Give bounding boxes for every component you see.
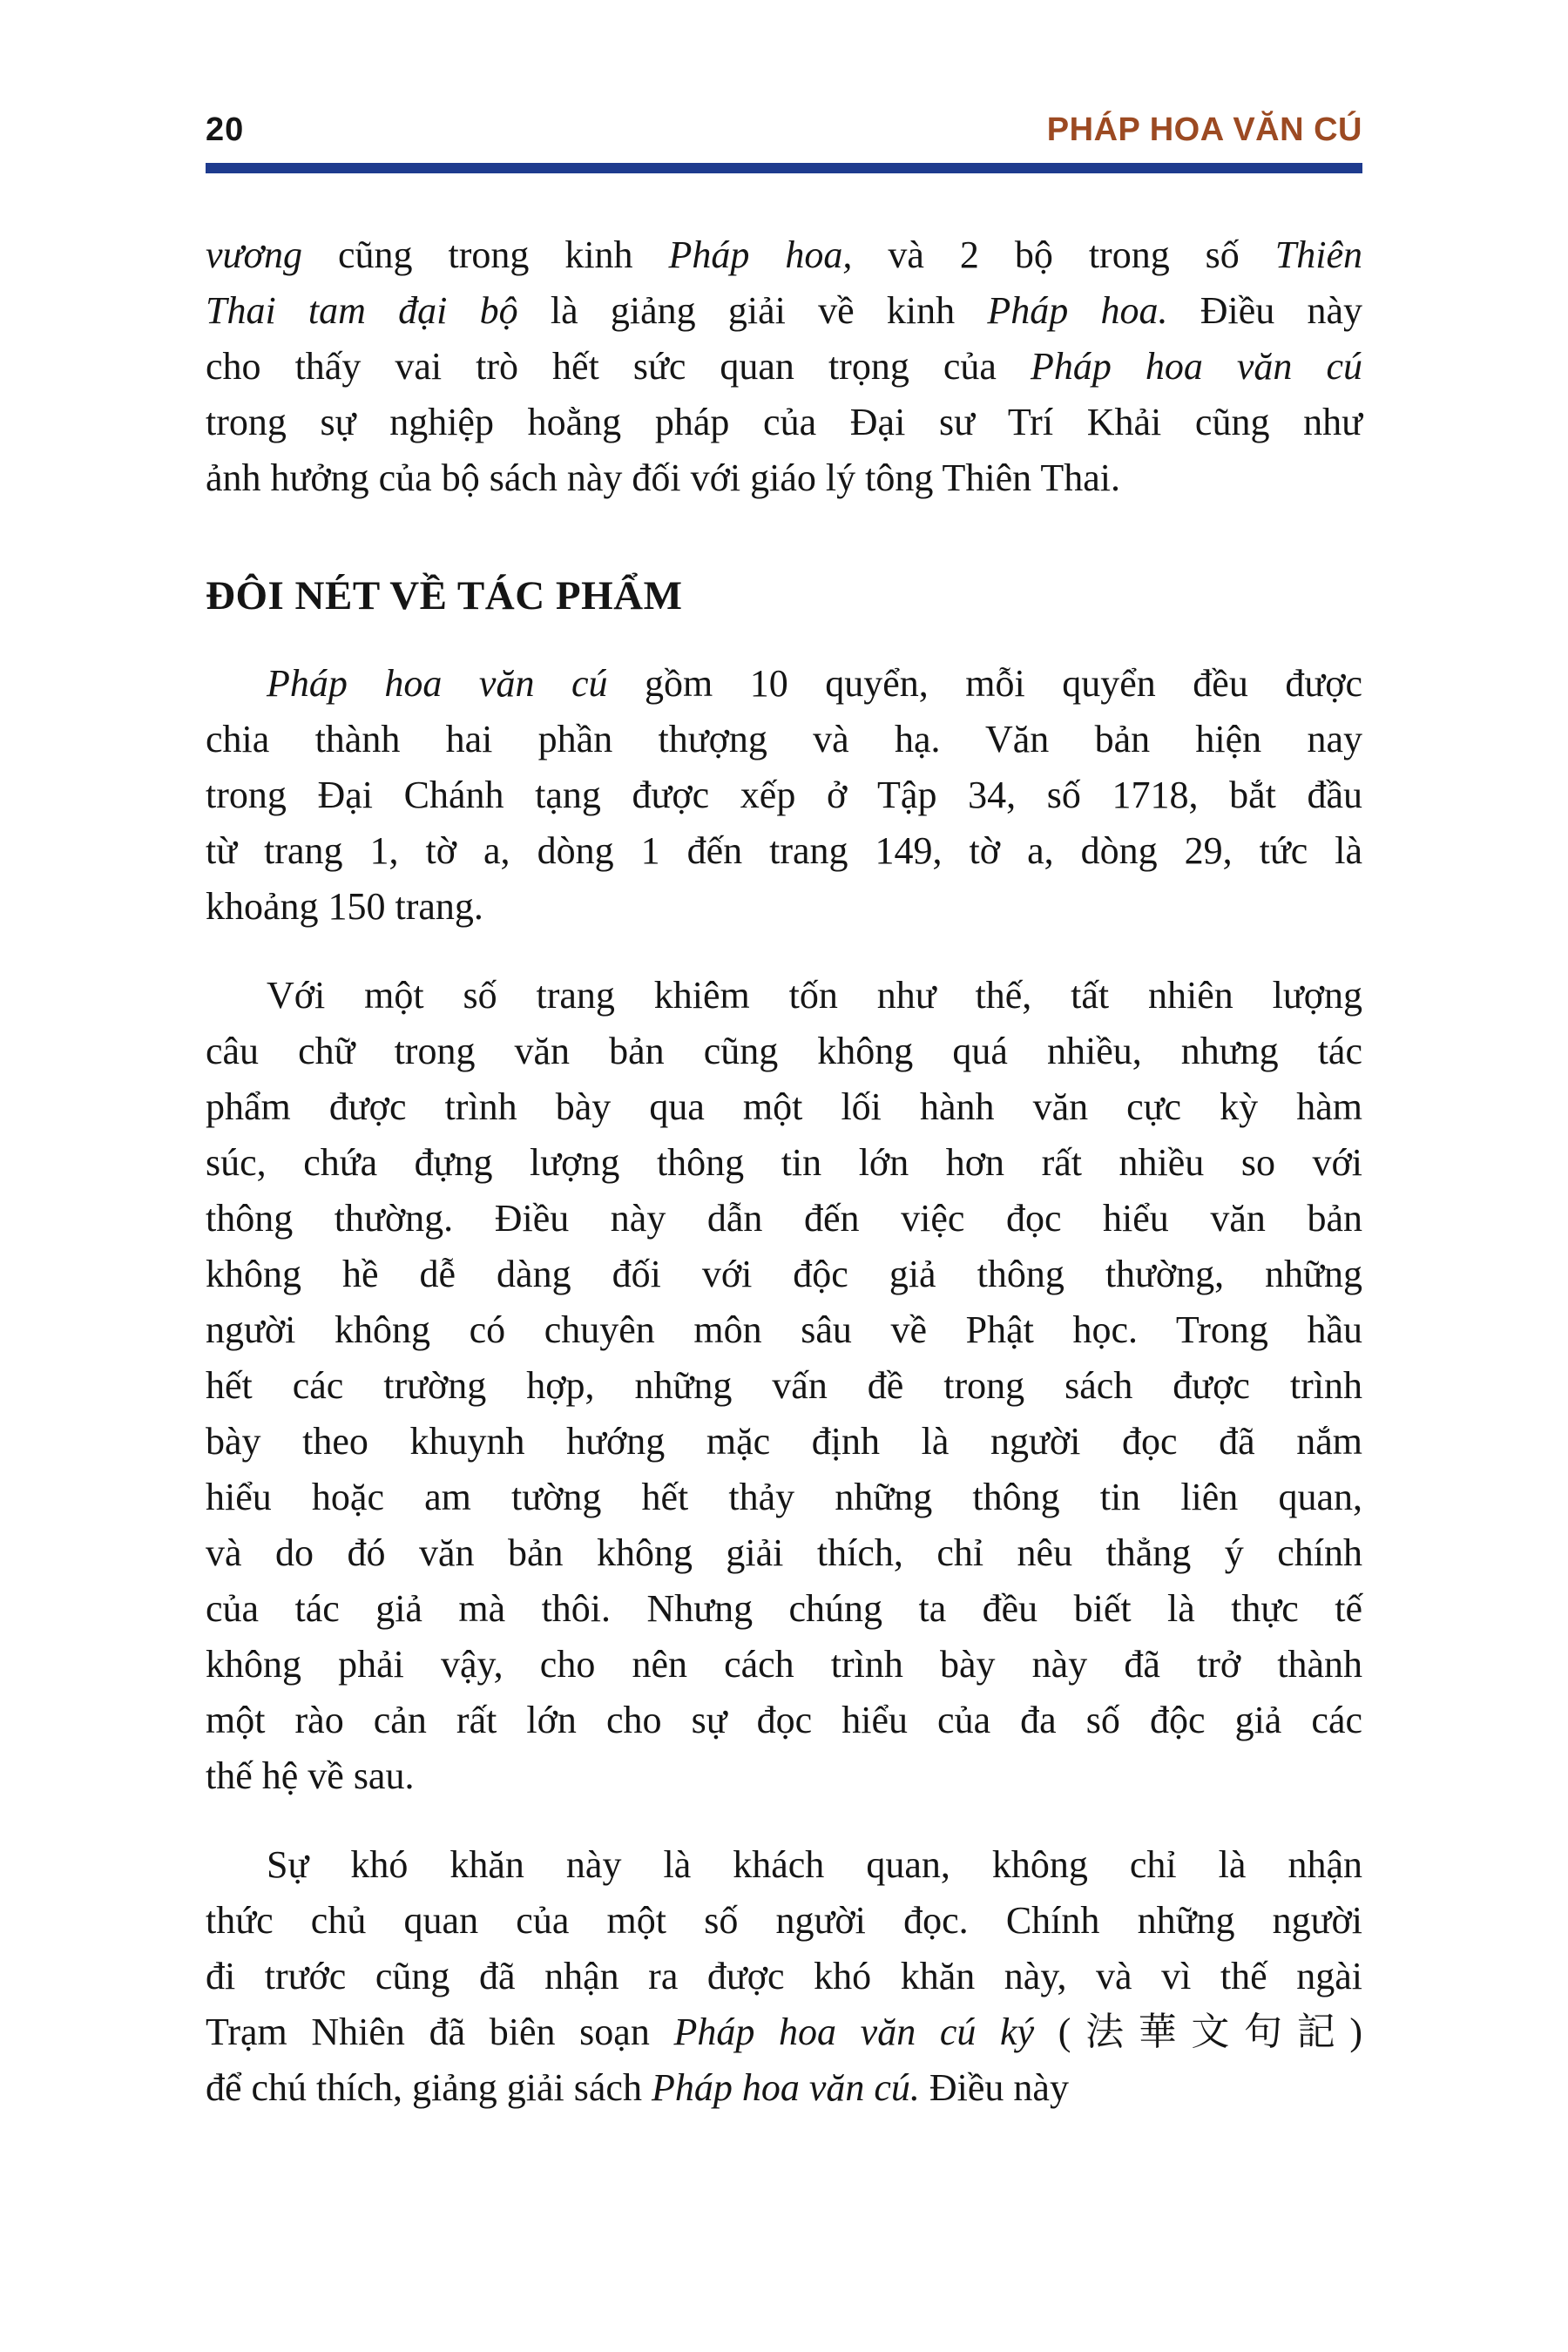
text-line xyxy=(206,1525,1362,1581)
italic-text-run: Thiên xyxy=(1274,233,1362,276)
italic-text-run: Pháp hoa văn cú ký xyxy=(673,2011,1035,2054)
text-run: hiểu hoặc am tường hết thảy những thông tin liên quan, xyxy=(206,1476,1362,1519)
text-line xyxy=(206,1581,1362,1637)
text-run: một rào cản rất lớn cho sự đọc hiểu của đa số độc giả các xyxy=(206,1699,1362,1742)
text-line xyxy=(206,1748,1362,1804)
text-run: trong sự nghiệp hoằng pháp của Đại sư Trí Khải cũng như xyxy=(206,401,1362,443)
text-line xyxy=(206,1135,1362,1191)
text-line xyxy=(206,1949,1362,2004)
text-run: thế hệ về sau. xyxy=(206,1754,415,1798)
text-run: Điều này xyxy=(1167,289,1362,332)
text-run: là giảng giải về kinh xyxy=(517,289,988,332)
text-run: (法華文句記) xyxy=(1034,2011,1363,2054)
text-line xyxy=(206,227,1362,283)
text-run: người không có chuyên môn sâu về Phật học. Trong hầu xyxy=(206,1308,1362,1352)
paragraph xyxy=(206,1837,1362,2116)
text-line xyxy=(206,1191,1362,1247)
italic-text-run: Pháp hoa văn cú xyxy=(267,662,608,706)
text-run: bày theo khuynh hướng mặc định là người đọc đã nắm xyxy=(206,1420,1362,1463)
text-run: câu chữ trong văn bản cũng không quá nhiều, nhưng tác xyxy=(206,1030,1362,1073)
italic-text-run: Pháp hoa. xyxy=(987,289,1168,332)
text-line xyxy=(206,823,1362,879)
text-line xyxy=(206,1893,1362,1949)
text-run: thức chủ quan của một số người đọc. Chính những người xyxy=(206,1899,1362,1943)
text-run: đi trước cũng đã nhận ra được khó khăn này, và vì thế ngài xyxy=(206,1955,1362,1998)
paragraph xyxy=(206,968,1362,1804)
text-line xyxy=(206,1302,1362,1358)
text-run: trong Đại Chánh tạng được xếp ở Tập 34, số 1718, bắt đầu xyxy=(206,774,1362,817)
text-run: súc, chứa đựng lượng thông tin lớn hơn rất nhiều so với xyxy=(206,1141,1362,1185)
text-line xyxy=(206,1358,1362,1414)
running-title: PHÁP HOA VĂN CÚ xyxy=(1046,112,1362,148)
text-run: khoảng 150 trang. xyxy=(206,885,483,929)
text-run: Với một số trang khiêm tốn như thế, tất nhiên lượng xyxy=(267,974,1362,1017)
text-line xyxy=(206,1079,1362,1135)
text-run: gồm 10 quyển, mỗi quyển đều được xyxy=(607,662,1362,706)
text-line xyxy=(206,395,1362,450)
page-header xyxy=(206,0,1362,149)
italic-text-run: vương xyxy=(206,233,303,276)
text-run: Điều này xyxy=(919,2066,1069,2110)
text-line xyxy=(206,2004,1362,2060)
section-heading: ĐÔI NÉT VỀ TÁC PHẨM xyxy=(206,573,683,618)
text-line xyxy=(206,656,1362,712)
italic-text-run: Pháp hoa, xyxy=(668,233,853,276)
text-run: không phải vậy, cho nên cách trình bày này đã trở thành xyxy=(206,1643,1362,1686)
text-line xyxy=(206,1837,1362,1893)
header-rule xyxy=(206,163,1362,173)
text-run: của tác giả mà thôi. Nhưng chúng ta đều biết là thực tế xyxy=(206,1587,1362,1631)
text-line xyxy=(206,339,1362,395)
text-line xyxy=(206,1693,1362,1748)
text-line xyxy=(206,283,1362,339)
text-line xyxy=(206,1414,1362,1470)
page-number: 20 xyxy=(206,112,245,148)
text-run: không hề dễ dàng đối với độc giả thông thường, những xyxy=(206,1253,1362,1296)
page-content xyxy=(206,0,1362,2116)
text-line xyxy=(206,1247,1362,1302)
text-run: Sự khó khăn này là khách quan, không chỉ là nhận xyxy=(267,1843,1362,1887)
text-run: cho thấy vai trò hết sức quan trọng của xyxy=(206,345,1031,388)
text-line xyxy=(206,968,1362,1024)
text-line xyxy=(206,712,1362,767)
text-line xyxy=(206,767,1362,823)
text-run: Trạm Nhiên đã biên soạn xyxy=(206,2011,674,2054)
text-run: chia thành hai phần thượng và hạ. Văn bản hiện nay xyxy=(206,718,1362,761)
text-run: ảnh hưởng của bộ sách này đối với giáo lý tông Thiên Thai. xyxy=(206,456,1121,499)
text-run: cũng trong kinh xyxy=(302,233,669,276)
text-run: từ trang 1, tờ a, dòng 1 đến trang 149, tờ a, dòng 29, tức là xyxy=(206,829,1362,873)
text-line xyxy=(206,1637,1362,1693)
paragraph xyxy=(206,656,1362,935)
paragraph xyxy=(206,227,1362,506)
italic-text-run: Pháp hoa văn cú xyxy=(1030,345,1362,388)
text-line xyxy=(206,2060,1362,2116)
text-line xyxy=(206,879,1362,935)
text-run: để chú thích, giảng giải sách xyxy=(206,2066,652,2110)
text-line xyxy=(206,1024,1362,1079)
text-run: thông thường. Điều này dẫn đến việc đọc hiểu văn bản xyxy=(206,1197,1362,1240)
text-run: và do đó văn bản không giải thích, chỉ nêu thẳng ý chính xyxy=(206,1531,1362,1575)
text-line xyxy=(206,1470,1362,1525)
italic-text-run: Pháp hoa văn cú. xyxy=(651,2066,920,2110)
page-body xyxy=(206,227,1362,2116)
italic-text-run: Thai tam đại bộ xyxy=(206,289,518,332)
text-run: phẩm được trình bày qua một lối hành văn cực kỳ hàm xyxy=(206,1085,1362,1129)
text-line xyxy=(206,450,1362,506)
text-run: và 2 bộ trong số xyxy=(852,233,1275,276)
text-run: hết các trường hợp, những vấn đề trong sách được trình xyxy=(206,1364,1362,1408)
